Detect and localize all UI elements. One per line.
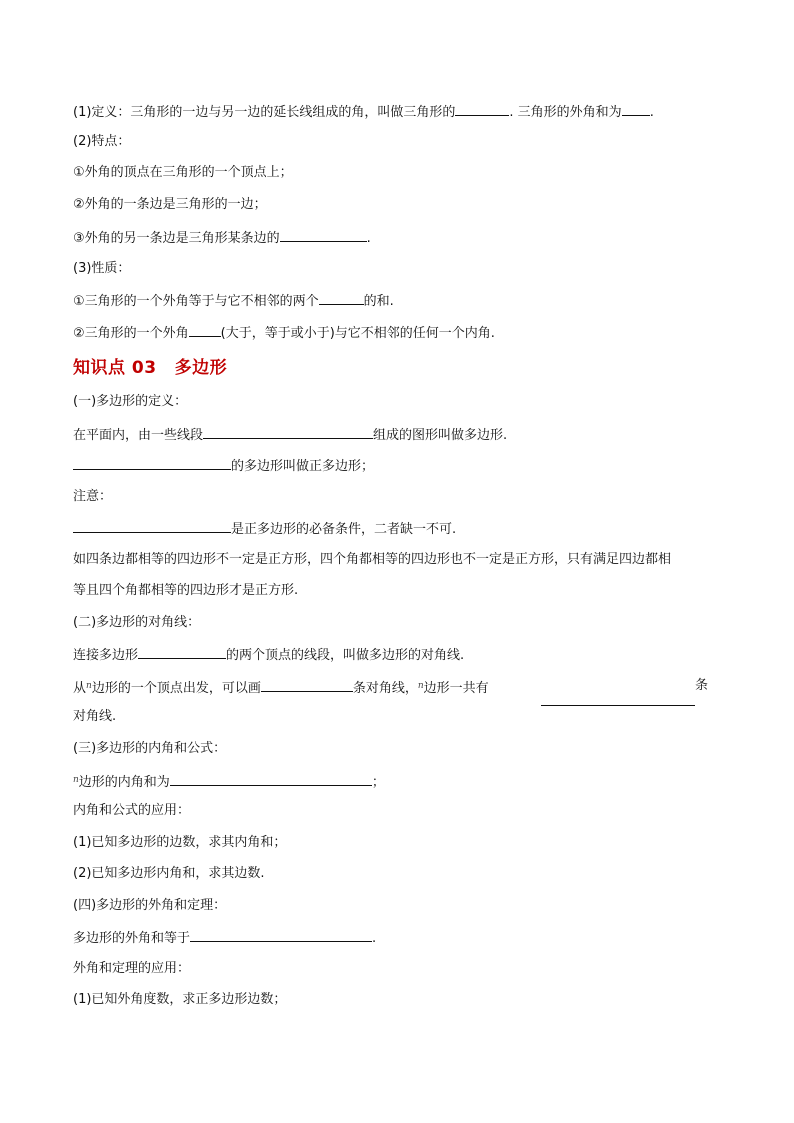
section-heading (73, 353, 227, 378)
blank-exterior-sum[interactable] (622, 103, 650, 116)
blank-diagonals-from-vertex[interactable] (261, 679, 353, 692)
blank-interior-angles[interactable] (319, 292, 364, 305)
diag-line-2 (73, 678, 489, 697)
feature-3-line (73, 229, 371, 247)
interior-line (73, 772, 385, 791)
blank-interior-sum[interactable] (170, 773, 372, 786)
example-line-1: 如四条边都相等的四边形不一定是正方形，四个角都相等的四边形也不一定是正方形，只有满足四边都相 (73, 552, 672, 567)
property-2-line (73, 324, 495, 342)
def-title: (一)多边形的定义： (73, 394, 188, 409)
note-line (73, 520, 456, 538)
period: . (649, 105, 654, 120)
feature-2: ②外角的一条边是三角形的一边； (73, 197, 267, 212)
blank-nonadjacent[interactable] (138, 646, 226, 659)
blank-extension[interactable] (280, 229, 367, 242)
blank-compare[interactable] (189, 324, 221, 337)
diag-text-5: 条对角线， (352, 681, 418, 696)
diag-text-2: 的两个顶点的线段，叫做多边形的对角线. (226, 648, 465, 663)
diag-text-7: 条 (695, 678, 709, 693)
def-text-2: 组成的图形叫做多边形. (373, 428, 508, 443)
interior-app-1: (1)已知多边形的边数，求其内角和； (73, 835, 287, 850)
definition-text-2: . 三角形的外角和为 (509, 105, 622, 120)
variable-n: n (73, 775, 79, 785)
exterior-app-1: (1)已知外角度数，求正多边形边数； (73, 992, 287, 1007)
def-text: 在平面内，由一些线段 (73, 428, 204, 443)
note-label: 注意： (73, 489, 113, 504)
definition-text: (1)定义：三角形的一边与另一边的延长线组成的角，叫做三角形的 (73, 105, 456, 120)
blank-total-diagonals[interactable] (541, 705, 695, 706)
note-text: 是正多边形的必备条件，二者缺一不可. (231, 522, 457, 537)
heading-title: 多边形 (174, 358, 228, 378)
property-1-line (73, 292, 394, 310)
def-text-3: 的多边形叫做正多边形； (231, 459, 375, 474)
interior-title: (三)多边形的内角和公式： (73, 741, 227, 756)
blank-exterior-sum-polygon[interactable] (190, 929, 372, 942)
exterior-app-title: 外角和定理的应用： (73, 961, 191, 976)
diag-text: 连接多边形 (73, 648, 139, 663)
diag-line-3: 对角线. (73, 709, 117, 724)
blank-regular-condition[interactable] (73, 457, 231, 470)
blank-necessary-condition[interactable] (73, 520, 231, 533)
features-title: (2)特点： (73, 134, 131, 149)
feature-3-text: ③外角的另一条边是三角形某条边的 (73, 231, 280, 246)
diag-text-6: 边形一共有 (423, 681, 489, 696)
definition-line (73, 103, 654, 121)
feature-1: ①外角的顶点在三角形的一个顶点上； (73, 165, 293, 180)
heading-label: 知识点 03 (73, 358, 157, 378)
def-line-1 (73, 426, 507, 444)
semicolon: ； (371, 775, 385, 790)
properties-title: (3)性质： (73, 261, 131, 276)
def-line-2 (73, 457, 374, 475)
blank-segments[interactable] (203, 426, 373, 439)
property-2-text-2: (大于，等于或小于)与它不相邻的任何一个内角. (220, 326, 495, 341)
variable-n: n (417, 681, 424, 691)
period: . (366, 231, 371, 246)
interior-app-title: 内角和公式的应用： (73, 803, 191, 818)
exterior-text: 多边形的外角和等于 (73, 931, 191, 946)
diag-text-3: 从 (73, 681, 87, 696)
variable-n: n (86, 681, 92, 691)
example-line-2: 等且四个角都相等的四边形才是正方形. (73, 583, 299, 598)
interior-app-2: (2)已知多边形内角和，求其边数. (73, 866, 265, 881)
property-2-text: ②三角形的一个外角 (73, 326, 189, 341)
exterior-line (73, 929, 376, 947)
diag-line-1 (73, 646, 464, 664)
interior-text: 边形的内角和为 (78, 775, 170, 790)
blank-exterior-angle[interactable] (455, 103, 509, 116)
property-1-text-2: 的和. (363, 294, 394, 309)
diag-title: (二)多边形的对角线： (73, 615, 201, 630)
property-1-text: ①三角形的一个外角等于与它不相邻的两个 (73, 294, 319, 309)
exterior-title: (四)多边形的外角和定理： (73, 898, 227, 913)
diag-text-4: 边形的一个顶点出发，可以画 (91, 681, 261, 696)
period: . (372, 931, 377, 946)
